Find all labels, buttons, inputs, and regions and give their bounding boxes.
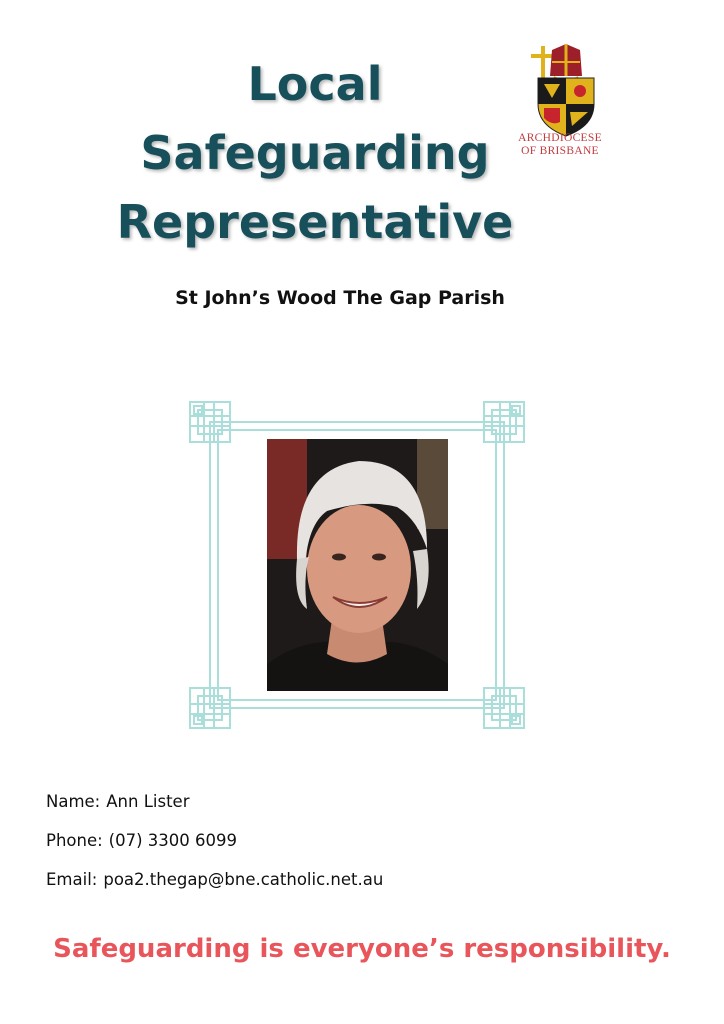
title-line-3: Representative: [116, 195, 514, 249]
phone-label: Phone:: [46, 831, 103, 850]
representative-photo: [267, 439, 448, 691]
logo-text-line-2: OF BRISBANE: [521, 145, 599, 157]
portrait-illustration: [267, 439, 448, 691]
contact-email: [46, 870, 383, 889]
logo-text-line-1: ARCHDIOCESE: [518, 132, 602, 144]
title-line-2: Safeguarding: [140, 126, 490, 180]
phone-value[interactable]: (07) 3300 6099: [108, 831, 238, 850]
contact-name: [46, 792, 189, 811]
name-label: Name:: [46, 792, 101, 811]
email-label: Email:: [46, 870, 98, 889]
archdiocese-name: [500, 132, 620, 158]
footer-slogan: Safeguarding is everyone’s responsibility.: [53, 934, 671, 964]
contact-phone: [46, 831, 237, 850]
title-line-1: Local: [247, 57, 383, 111]
name-value: Ann Lister: [106, 792, 190, 811]
parish-name: St John’s Wood The Gap Parish: [175, 287, 505, 309]
email-value[interactable]: poa2.thegap@bne.catholic.net.au: [103, 870, 384, 889]
